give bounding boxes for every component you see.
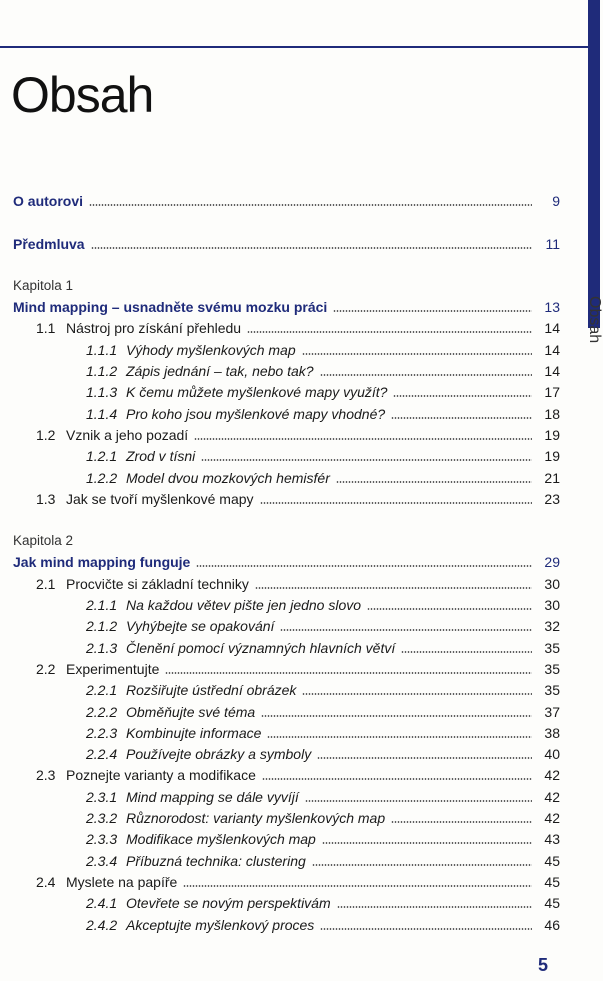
- entry-page: 35: [544, 682, 560, 699]
- dot-leader: [393, 395, 532, 397]
- entry-page: 37: [544, 703, 560, 720]
- dot-leader: [261, 715, 532, 717]
- dot-leader: [201, 459, 532, 461]
- entry-title: Mind mapping – usnadněte svému mozku práci: [13, 299, 328, 316]
- entry-title: Předmluva: [13, 235, 85, 252]
- toc-entry[interactable]: [0, 443, 560, 464]
- entry-number: 2.4.2: [86, 916, 118, 933]
- entry-number: 2.2.2: [86, 703, 118, 720]
- entry-number: 1.2.2: [86, 469, 118, 486]
- toc-entry[interactable]: [0, 486, 560, 507]
- entry-page: 42: [544, 788, 560, 805]
- entry-number: 2.2: [36, 660, 56, 677]
- entry-title: Členění pomocí významných hlavních větví: [126, 639, 396, 656]
- toc-entry[interactable]: [0, 762, 560, 783]
- toc-entry[interactable]: [0, 336, 560, 357]
- dot-leader: [255, 587, 532, 589]
- entry-title: Kapitola 2: [13, 533, 74, 549]
- toc-entry[interactable]: [0, 549, 560, 570]
- toc-entry[interactable]: [0, 294, 560, 315]
- entry-page: 29: [544, 554, 560, 571]
- toc-entry[interactable]: [0, 570, 560, 591]
- entry-title: Na každou větev pište jen jedno slovo: [126, 597, 362, 614]
- entry-title: Akceptujte myšlenkový proces: [126, 916, 315, 933]
- entry-title: Zrod v tísni: [126, 448, 196, 465]
- entry-page: 45: [544, 873, 560, 890]
- dot-leader: [337, 906, 532, 908]
- spacer: [0, 507, 560, 528]
- entry-page: 21: [544, 469, 560, 486]
- entry-page: 42: [544, 810, 560, 827]
- entry-page: 35: [544, 660, 560, 677]
- dot-leader: [312, 864, 532, 866]
- entry-title: Pro koho jsou myšlenkové mapy vhodné?: [126, 405, 386, 422]
- dot-leader: [247, 331, 532, 333]
- dot-leader: [262, 778, 532, 780]
- dot-leader: [367, 608, 532, 610]
- dot-leader: [391, 821, 532, 823]
- entry-page: 45: [544, 895, 560, 912]
- dot-leader: [391, 417, 532, 419]
- dot-leader: [183, 885, 532, 887]
- entry-title: Jak mind mapping funguje: [13, 554, 191, 571]
- entry-page: 35: [544, 639, 560, 656]
- entry-title: Výhody myšlenkových map: [126, 341, 296, 358]
- entry-number: 1.1: [36, 320, 56, 337]
- toc-entry[interactable]: [0, 656, 560, 677]
- dot-leader: [196, 565, 532, 567]
- entry-title: O autorovi: [13, 193, 84, 210]
- toc-entry[interactable]: [0, 826, 560, 847]
- toc-entry[interactable]: [0, 188, 560, 209]
- dot-leader: [322, 842, 532, 844]
- entry-title: Obměňujte své téma: [126, 703, 256, 720]
- entry-number: 2.4: [36, 873, 56, 890]
- dot-leader: [280, 629, 532, 631]
- entry-title: Nástroj pro získání přehledu: [66, 320, 242, 337]
- entry-number: 1.1.3: [86, 384, 118, 401]
- entry-page: 42: [544, 767, 560, 784]
- toc-entry[interactable]: [0, 230, 560, 251]
- toc-entry[interactable]: [0, 464, 560, 485]
- toc-entry[interactable]: [0, 379, 560, 400]
- entry-page: 43: [544, 831, 560, 848]
- entry-number: 2.3.2: [86, 810, 118, 827]
- dot-leader: [302, 693, 532, 695]
- entry-page: 19: [544, 426, 560, 443]
- entry-number: 2.3: [36, 767, 56, 784]
- entry-title: Otevřete se novým perspektivám: [126, 895, 331, 912]
- entry-number: 2.1: [36, 575, 56, 592]
- dot-leader: [333, 310, 532, 312]
- page-title: Obsah: [11, 67, 154, 123]
- dot-leader: [317, 757, 532, 759]
- toc-entry[interactable]: [0, 698, 560, 719]
- entry-number: 1.3: [36, 490, 56, 507]
- toc-entry[interactable]: [0, 741, 560, 762]
- entry-title: Modifikace myšlenkových map: [126, 831, 316, 848]
- toc-entry[interactable]: [0, 783, 560, 804]
- entry-page: 18: [544, 405, 560, 422]
- entry-title: Jak se tvoří myšlenkové mapy: [66, 490, 254, 507]
- entry-page: 32: [544, 618, 560, 635]
- entry-number: 2.1.2: [86, 618, 118, 635]
- entry-page: 45: [544, 852, 560, 869]
- entry-title: Poznejte varianty a modifikace: [66, 767, 256, 784]
- entry-number: 2.2.3: [86, 724, 118, 741]
- dot-leader: [89, 204, 532, 206]
- entry-page: 46: [544, 916, 560, 933]
- toc-entry[interactable]: [0, 422, 560, 443]
- toc-entry[interactable]: [0, 634, 560, 655]
- entry-page: 14: [544, 363, 560, 380]
- dot-leader: [165, 672, 532, 674]
- entry-page: 23: [544, 490, 560, 507]
- dot-leader: [401, 651, 532, 653]
- entry-number: 2.1.3: [86, 639, 118, 656]
- chapter-label: [0, 273, 560, 294]
- dot-leader: [320, 928, 532, 930]
- entry-number: 2.2.4: [86, 746, 118, 763]
- entry-page: 17: [544, 384, 560, 401]
- table-of-contents: [0, 188, 560, 933]
- toc-entry[interactable]: [0, 869, 560, 890]
- entry-number: 2.4.1: [86, 895, 118, 912]
- entry-title: Různorodost: varianty myšlenkových map: [126, 810, 386, 827]
- entry-number: 2.3.1: [86, 788, 118, 805]
- entry-page: 11: [545, 235, 560, 252]
- chapter-side-tab: [588, 0, 600, 328]
- entry-title: Kombinujte informace: [126, 724, 262, 741]
- entry-number: 2.3.4: [86, 852, 118, 869]
- entry-page: 14: [544, 320, 560, 337]
- dot-leader: [194, 438, 532, 440]
- chapter-label: [0, 528, 560, 549]
- entry-number: 2.1.1: [86, 597, 118, 614]
- entry-title: Příbuzná technika: clustering: [126, 852, 306, 869]
- dot-leader: [260, 502, 532, 504]
- entry-number: 2.3.3: [86, 831, 118, 848]
- toc-entry[interactable]: [0, 805, 560, 826]
- toc-entry[interactable]: [0, 315, 560, 336]
- entry-title: K čemu můžete myšlenkové mapy využít?: [126, 384, 388, 401]
- dot-leader: [320, 374, 532, 376]
- entry-page: 19: [544, 448, 560, 465]
- page-number: 5: [538, 955, 549, 975]
- toc-entry[interactable]: [0, 911, 560, 932]
- dot-leader: [305, 800, 532, 802]
- dot-leader: [267, 736, 532, 738]
- entry-title: Experimentujte: [66, 660, 160, 677]
- entry-title: Model dvou mozkových hemisfér: [126, 469, 330, 486]
- entry-number: 1.1.1: [86, 341, 118, 358]
- entry-page: 38: [544, 724, 560, 741]
- entry-title: Vyhýbejte se opakování: [126, 618, 275, 635]
- header-rule: [0, 46, 588, 48]
- toc-entry[interactable]: [0, 677, 560, 698]
- entry-number: 1.1.2: [86, 363, 118, 380]
- spacer: [0, 252, 560, 273]
- entry-page: 14: [544, 341, 560, 358]
- entry-number: 1.1.4: [86, 405, 118, 422]
- entry-title: Používejte obrázky a symboly: [126, 746, 312, 763]
- spacer: [0, 209, 560, 230]
- toc-entry[interactable]: [0, 720, 560, 741]
- entry-title: Vznik a jeho pozadí: [66, 426, 189, 443]
- dot-leader: [302, 353, 532, 355]
- entry-number: 2.2.1: [86, 682, 118, 699]
- entry-title: Kapitola 1: [13, 277, 74, 293]
- side-tab-label: Obsah: [586, 296, 603, 344]
- entry-title: Procvičte si základní techniky: [66, 575, 249, 592]
- entry-page: 30: [544, 597, 560, 614]
- entry-page: 30: [544, 575, 560, 592]
- entry-page: 40: [544, 746, 560, 763]
- toc-entry[interactable]: [0, 358, 560, 379]
- entry-title: Rozšiřujte ústřední obrázek: [126, 682, 297, 699]
- dot-leader: [336, 481, 532, 483]
- toc-entry[interactable]: [0, 400, 560, 421]
- toc-entry[interactable]: [0, 613, 560, 634]
- entry-title: Mind mapping se dále vyvíjí: [126, 788, 299, 805]
- toc-entry[interactable]: [0, 847, 560, 868]
- toc-entry[interactable]: [0, 890, 560, 911]
- entry-page: 9: [552, 193, 560, 210]
- entry-title: Myslete na papíře: [66, 873, 178, 890]
- entry-number: 1.2.1: [86, 448, 118, 465]
- dot-leader: [91, 247, 532, 249]
- entry-page: 13: [544, 299, 560, 316]
- entry-title: Zápis jednání – tak, nebo tak?: [126, 363, 314, 380]
- toc-entry[interactable]: [0, 592, 560, 613]
- entry-number: 1.2: [36, 426, 56, 443]
